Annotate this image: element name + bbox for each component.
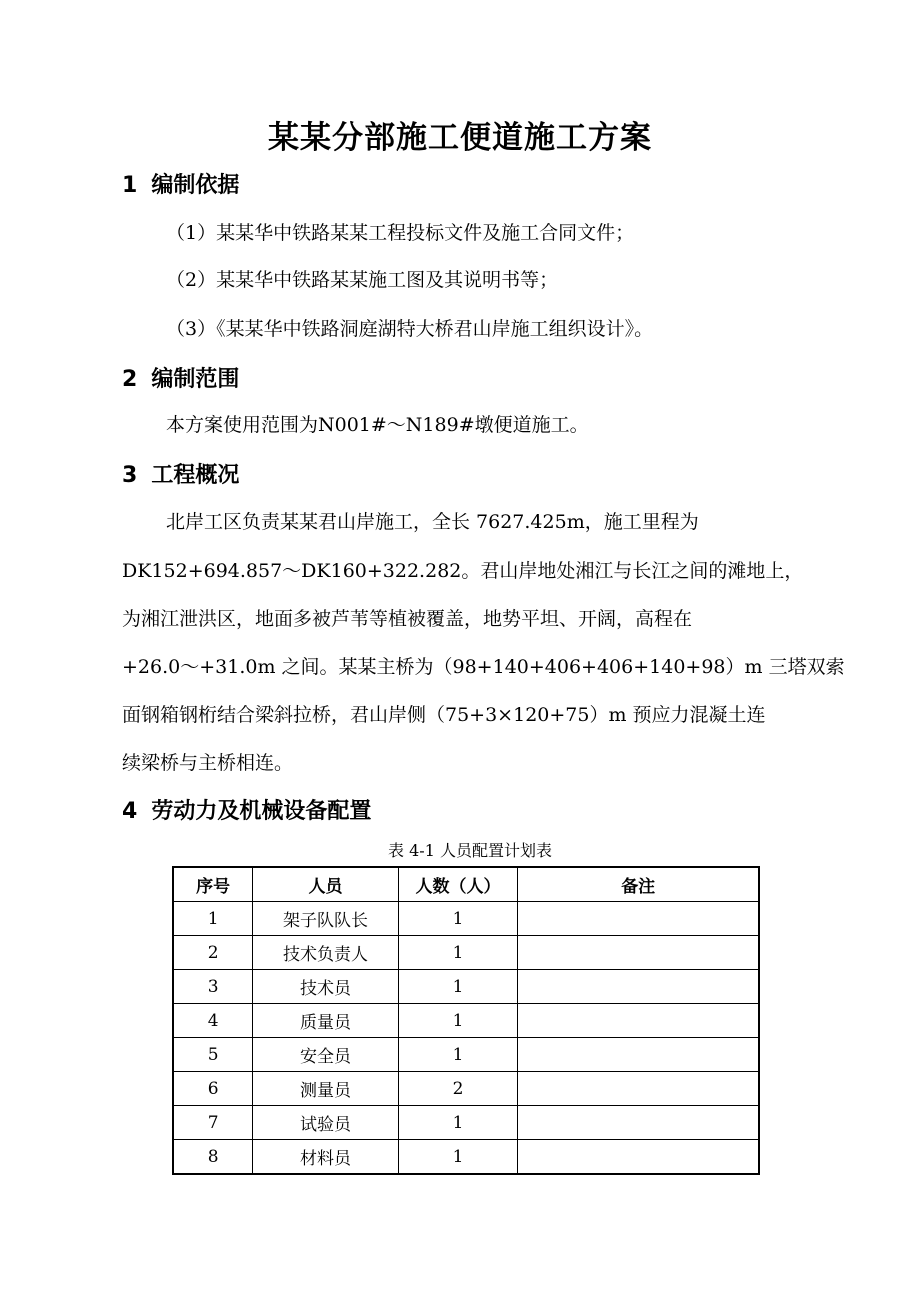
document-title: 某某分部施工便道施工方案 [268,120,652,156]
basis-item-3: （3）《某某华中铁路洞庭湖特大桥君山岸施工组织设计》。 [166,318,654,340]
overview-line-2: DK152+694.857～DK160+322.282。君山岸地处湘江与长江之间的滩地上， [122,560,804,582]
table-header-row [173,867,759,902]
overview-line-4: +26.0～+31.0m 之间。某某主桥为（98+140+406+406+140+98）m 三塔双索 [122,656,845,678]
table-caption: 表 4-1 人员配置计划表 [388,841,552,860]
cell-count: 1 [398,936,518,970]
section-number: 1 [122,173,138,198]
cell-index: 1 [173,902,253,936]
table-row [173,902,759,936]
header-cell-count: 人数（人） [398,867,518,902]
table-row [173,1106,759,1140]
cell-remarks [518,1004,759,1038]
header-cell-index: 序号 [173,867,253,902]
cell-index: 3 [173,970,253,1004]
cell-remarks [518,1072,759,1106]
section-title: 编制范围 [151,367,240,392]
cell-role: 质量员 [253,1004,398,1038]
section-title: 工程概况 [151,463,240,488]
table-row [173,1038,759,1072]
staffing-table [172,866,760,1175]
section-heading-1 [122,168,239,199]
overview-line-6: 续梁桥与主桥相连。 [122,752,294,774]
cell-role: 技术员 [253,970,398,1004]
cell-remarks [518,970,759,1004]
cell-count: 1 [398,970,518,1004]
section-number: 3 [122,463,138,488]
section-heading-3 [122,458,239,489]
table-row [173,970,759,1004]
section-title: 编制依据 [151,173,240,198]
section-title: 劳动力及机械设备配置 [151,799,372,824]
table-row [173,936,759,970]
section-heading-2 [122,362,239,393]
cell-role: 测量员 [253,1072,398,1106]
cell-count: 1 [398,1140,518,1175]
cell-role: 技术负责人 [253,936,398,970]
cell-index: 6 [173,1072,253,1106]
basis-item-2: （2）某某华中铁路某某施工图及其说明书等； [166,269,559,291]
cell-index: 8 [173,1140,253,1175]
cell-count: 2 [398,1072,518,1106]
cell-remarks [518,1106,759,1140]
cell-index: 7 [173,1106,253,1140]
table-row [173,1004,759,1038]
cell-role: 架子队队长 [253,902,398,936]
cell-role: 试验员 [253,1106,398,1140]
section-heading-4 [122,794,371,825]
cell-index: 5 [173,1038,253,1072]
cell-remarks [518,1038,759,1072]
cell-role: 安全员 [253,1038,398,1072]
cell-count: 1 [398,902,518,936]
cell-remarks [518,1140,759,1175]
cell-remarks [518,936,759,970]
section-number: 4 [122,799,138,824]
overview-line-3: 为湘江泄洪区，地面多被芦苇等植被覆盖，地势平坦、开阔，高程在 [122,608,693,630]
cell-index: 2 [173,936,253,970]
table-row [173,1072,759,1106]
basis-item-1: （1）某某华中铁路某某工程投标文件及施工合同文件； [166,222,635,244]
cell-remarks [518,902,759,936]
header-cell-role: 人员 [253,867,398,902]
header-cell-remarks: 备注 [518,867,759,902]
cell-role: 材料员 [253,1140,398,1175]
overview-line-5: 面钢箱钢桁结合梁斜拉桥，君山岸侧（75+3×120+75）m 预应力混凝土连 [122,704,766,726]
scope-paragraph: 本方案使用范围为N001#～N189#墩便道施工。 [166,414,589,436]
cell-count: 1 [398,1038,518,1072]
table-row [173,1140,759,1175]
overview-line-1: 北岸工区负责某某君山岸施工，全长 7627.425m，施工里程为 [166,511,699,533]
cell-count: 1 [398,1106,518,1140]
section-number: 2 [122,367,138,392]
cell-count: 1 [398,1004,518,1038]
cell-index: 4 [173,1004,253,1038]
